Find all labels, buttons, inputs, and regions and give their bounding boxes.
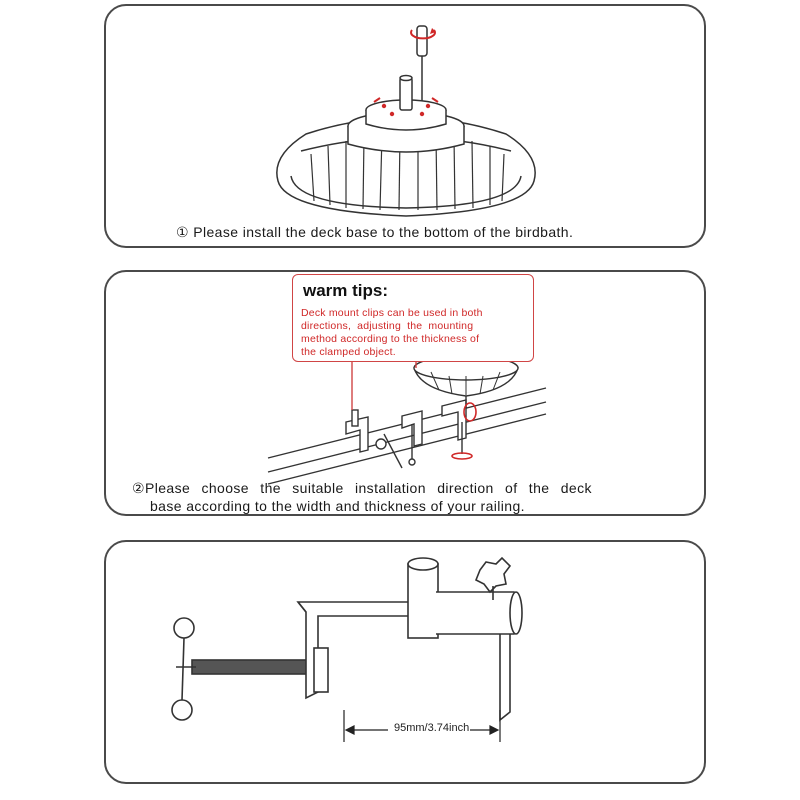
step2-panel bbox=[104, 270, 706, 516]
step3-panel bbox=[104, 540, 706, 784]
warm-tip-line: directions, adjusting the mounting bbox=[301, 320, 474, 332]
step1-caption: ① Please install the deck base to the bottom of the birdbath. bbox=[176, 224, 574, 240]
warm-tip-line: method according to the thickness of bbox=[301, 333, 480, 345]
step2-caption-line1: ②Please choose the suitable installation direction of the deck bbox=[132, 480, 592, 496]
warm-tips-box bbox=[292, 274, 534, 362]
step2-caption-line2: base according to the width and thickness of your railing. bbox=[150, 498, 525, 514]
step1-panel bbox=[104, 4, 706, 248]
dimension-label: 95mm/3.74inch bbox=[394, 722, 470, 734]
screwdriver-icon bbox=[411, 26, 436, 101]
warm-tip-line: the clamped object. bbox=[301, 346, 396, 358]
birdbath-base-illustration bbox=[106, 6, 704, 246]
warm-tip-line: Deck mount clips can be used in both bbox=[301, 307, 483, 319]
warm-tips-title: warm tips: bbox=[303, 281, 389, 300]
clamp-dimension-illustration bbox=[106, 542, 704, 782]
